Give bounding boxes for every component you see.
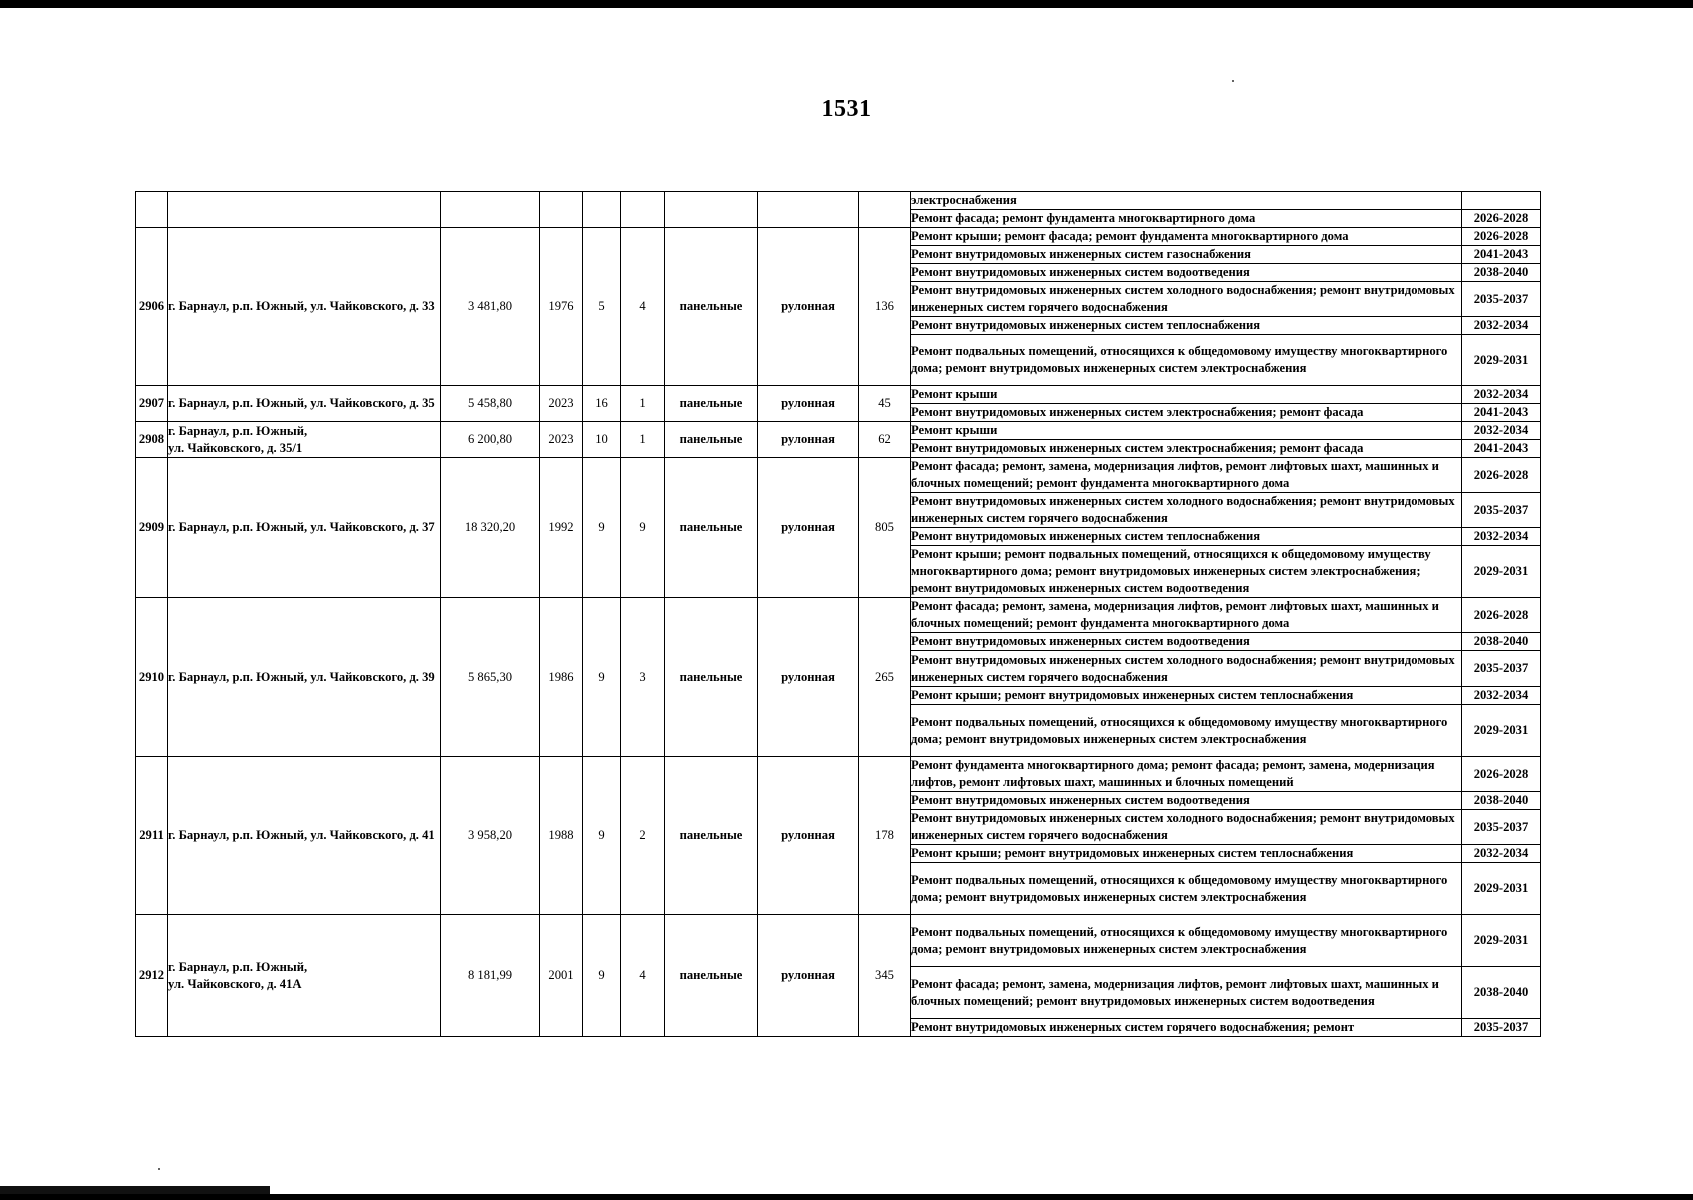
building-entrances: 9 [621, 458, 665, 598]
building-year: 2023 [540, 386, 583, 422]
address-cell [168, 192, 441, 228]
building-walls: панельные [665, 598, 758, 757]
work-description: Ремонт внутридомовых инженерных систем теплоснабжения [911, 317, 1462, 335]
building-number: 2907 [136, 386, 168, 422]
table-row [136, 422, 1541, 440]
work-description: Ремонт внутридомовых инженерных систем холодного водоснабжения; ремонт внутридомовых инженерных систем горячего водоснабжения [911, 651, 1462, 687]
building-number: 2906 [136, 228, 168, 386]
building-area: 8 181,99 [441, 915, 540, 1037]
work-period: 2026-2028 [1462, 228, 1541, 246]
work-period: 2035-2037 [1462, 810, 1541, 845]
entrances-cell [621, 192, 665, 228]
building-floors: 9 [583, 458, 621, 598]
building-address [168, 422, 441, 458]
repair-schedule-table [135, 191, 1541, 1037]
building-apartments: 265 [859, 598, 911, 757]
building-number: 2912 [136, 915, 168, 1037]
work-period: 2035-2037 [1462, 1019, 1541, 1037]
work-description: Ремонт крыши; ремонт внутридомовых инженерных систем теплоснабжения [911, 845, 1462, 863]
work-description: Ремонт подвальных помещений, относящихся к общедомовому имуществу многоквартирного дома; ремонт внутридомовых инженерных систем электроснабжения [911, 915, 1462, 967]
work-description: Ремонт фасада; ремонт, замена, модернизация лифтов, ремонт лифтовых шахт, машинных и блочных помещений; ремонт фундамента многоквартирного дома [911, 458, 1462, 493]
building-floors: 16 [583, 386, 621, 422]
work-period: 2029-2031 [1462, 863, 1541, 915]
address-line: г. Барнаул, р.п. Южный, [168, 423, 308, 438]
building-roof: рулонная [758, 458, 859, 598]
work-description: электроснабжения [911, 192, 1462, 210]
building-roof: рулонная [758, 422, 859, 458]
scan-speck [158, 1168, 160, 1170]
page-number: 1531 [821, 96, 872, 122]
scan-speck [1232, 80, 1234, 82]
building-floors: 5 [583, 228, 621, 386]
floors-cell [583, 192, 621, 228]
building-address: г. Барнаул, р.п. Южный, ул. Чайковского, д. 37 [168, 458, 441, 598]
building-entrances: 1 [621, 422, 665, 458]
address-line: г. Барнаул, р.п. Южный, [168, 959, 308, 974]
work-period: 2035-2037 [1462, 493, 1541, 528]
work-description: Ремонт фасада; ремонт, замена, модернизация лифтов, ремонт лифтовых шахт, машинных и блочных помещений; ремонт внутридомовых инженерных систем водоотведения [911, 967, 1462, 1019]
address-line: ул. Чайковского, д. 41А [168, 976, 302, 991]
num-cell [136, 192, 168, 228]
scan-edge-bottom-left [0, 1186, 270, 1194]
work-period: 2029-2031 [1462, 546, 1541, 598]
work-period [1462, 192, 1541, 210]
building-roof: рулонная [758, 757, 859, 915]
building-apartments: 45 [859, 386, 911, 422]
year-cell [540, 192, 583, 228]
building-number: 2911 [136, 757, 168, 915]
building-walls: панельные [665, 757, 758, 915]
building-year: 1992 [540, 458, 583, 598]
work-description: Ремонт внутридомовых инженерных систем холодного водоснабжения; ремонт внутридомовых инженерных систем горячего водоснабжения [911, 493, 1462, 528]
table-row [136, 192, 1541, 210]
work-description: Ремонт крыши; ремонт фасада; ремонт фундамента многоквартирного дома [911, 228, 1462, 246]
building-year: 1988 [540, 757, 583, 915]
table-row [136, 458, 1541, 493]
table-row [136, 228, 1541, 246]
building-apartments: 136 [859, 228, 911, 386]
work-period: 2029-2031 [1462, 915, 1541, 967]
work-description: Ремонт фасада; ремонт фундамента многоквартирного дома [911, 210, 1462, 228]
work-description: Ремонт внутридомовых инженерных систем водоотведения [911, 633, 1462, 651]
work-period: 2032-2034 [1462, 528, 1541, 546]
work-period: 2038-2040 [1462, 633, 1541, 651]
work-description: Ремонт внутридомовых инженерных систем теплоснабжения [911, 528, 1462, 546]
work-description: Ремонт внутридомовых инженерных систем газоснабжения [911, 246, 1462, 264]
work-description: Ремонт внутридомовых инженерных систем водоотведения [911, 264, 1462, 282]
building-walls: панельные [665, 386, 758, 422]
work-description: Ремонт внутридомовых инженерных систем водоотведения [911, 792, 1462, 810]
building-entrances: 4 [621, 228, 665, 386]
table-row [136, 757, 1541, 792]
building-roof: рулонная [758, 915, 859, 1037]
building-year: 1976 [540, 228, 583, 386]
work-period: 2041-2043 [1462, 440, 1541, 458]
work-period: 2032-2034 [1462, 386, 1541, 404]
work-period: 2029-2031 [1462, 705, 1541, 757]
work-period: 2041-2043 [1462, 404, 1541, 422]
building-number: 2908 [136, 422, 168, 458]
building-area: 6 200,80 [441, 422, 540, 458]
building-area: 3 958,20 [441, 757, 540, 915]
roof-cell [758, 192, 859, 228]
building-apartments: 178 [859, 757, 911, 915]
building-entrances: 4 [621, 915, 665, 1037]
work-period: 2032-2034 [1462, 845, 1541, 863]
building-year: 1986 [540, 598, 583, 757]
work-description: Ремонт крыши; ремонт подвальных помещений, относящихся к общедомовому имуществу многоквартирного дома; ремонт внутридомовых инженерных систем электроснабжения; ремонт внутридомовых инженерных систем водоотведения [911, 546, 1462, 598]
building-roof: рулонная [758, 228, 859, 386]
work-period: 2026-2028 [1462, 458, 1541, 493]
building-floors: 9 [583, 915, 621, 1037]
building-area: 5 458,80 [441, 386, 540, 422]
scan-edge-top [0, 0, 1693, 8]
building-entrances: 2 [621, 757, 665, 915]
work-description: Ремонт фасада; ремонт, замена, модернизация лифтов, ремонт лифтовых шахт, машинных и блочных помещений; ремонт фундамента многоквартирного дома [911, 598, 1462, 633]
table-row [136, 386, 1541, 404]
work-description: Ремонт подвальных помещений, относящихся к общедомовому имуществу многоквартирного дома; ремонт внутридомовых инженерных систем электроснабжения [911, 335, 1462, 386]
work-description: Ремонт внутридомовых инженерных систем холодного водоснабжения; ремонт внутридомовых инженерных систем горячего водоснабжения [911, 282, 1462, 317]
walls-cell [665, 192, 758, 228]
work-period: 2038-2040 [1462, 792, 1541, 810]
building-apartments: 805 [859, 458, 911, 598]
building-walls: панельные [665, 915, 758, 1037]
building-year: 2023 [540, 422, 583, 458]
work-period: 2029-2031 [1462, 335, 1541, 386]
building-number: 2909 [136, 458, 168, 598]
work-period: 2032-2034 [1462, 422, 1541, 440]
work-description: Ремонт внутридомовых инженерных систем горячего водоснабжения; ремонт [911, 1019, 1462, 1037]
work-period: 2038-2040 [1462, 967, 1541, 1019]
building-floors: 9 [583, 598, 621, 757]
work-period: 2035-2037 [1462, 651, 1541, 687]
building-apartments: 62 [859, 422, 911, 458]
work-period: 2035-2037 [1462, 282, 1541, 317]
building-year: 2001 [540, 915, 583, 1037]
work-period: 2041-2043 [1462, 246, 1541, 264]
address-line: ул. Чайковского, д. 35/1 [168, 440, 303, 455]
work-description: Ремонт крыши; ремонт внутридомовых инженерных систем теплоснабжения [911, 687, 1462, 705]
building-apartments: 345 [859, 915, 911, 1037]
work-description: Ремонт внутридомовых инженерных систем холодного водоснабжения; ремонт внутридомовых инженерных систем горячего водоснабжения [911, 810, 1462, 845]
work-description: Ремонт крыши [911, 422, 1462, 440]
building-walls: панельные [665, 228, 758, 386]
work-period: 2032-2034 [1462, 687, 1541, 705]
building-address: г. Барнаул, р.п. Южный, ул. Чайковского, д. 39 [168, 598, 441, 757]
building-walls: панельные [665, 422, 758, 458]
work-description: Ремонт подвальных помещений, относящихся к общедомовому имуществу многоквартирного дома; ремонт внутридомовых инженерных систем электроснабжения [911, 705, 1462, 757]
work-description: Ремонт фундамента многоквартирного дома; ремонт фасада; ремонт, замена, модернизация лифтов, ремонт лифтовых шахт, машинных и блочных помещений [911, 757, 1462, 792]
building-entrances: 3 [621, 598, 665, 757]
work-period: 2032-2034 [1462, 317, 1541, 335]
table-row [136, 598, 1541, 633]
work-period: 2026-2028 [1462, 757, 1541, 792]
building-address: г. Барнаул, р.п. Южный, ул. Чайковского, д. 41 [168, 757, 441, 915]
building-address: г. Барнаул, р.п. Южный, ул. Чайковского, д. 33 [168, 228, 441, 386]
building-area: 18 320,20 [441, 458, 540, 598]
work-description: Ремонт внутридомовых инженерных систем электроснабжения; ремонт фасада [911, 404, 1462, 422]
building-floors: 10 [583, 422, 621, 458]
building-roof: рулонная [758, 598, 859, 757]
building-address [168, 915, 441, 1037]
apartments-cell [859, 192, 911, 228]
building-address: г. Барнаул, р.п. Южный, ул. Чайковского, д. 35 [168, 386, 441, 422]
scan-edge-bottom [0, 1194, 1693, 1200]
work-description: Ремонт подвальных помещений, относящихся к общедомовому имуществу многоквартирного дома; ремонт внутридомовых инженерных систем электроснабжения [911, 863, 1462, 915]
building-area: 3 481,80 [441, 228, 540, 386]
building-floors: 9 [583, 757, 621, 915]
building-walls: панельные [665, 458, 758, 598]
building-entrances: 1 [621, 386, 665, 422]
work-description: Ремонт крыши [911, 386, 1462, 404]
work-period: 2026-2028 [1462, 210, 1541, 228]
area-cell [441, 192, 540, 228]
work-period: 2026-2028 [1462, 598, 1541, 633]
building-number: 2910 [136, 598, 168, 757]
work-description: Ремонт внутридомовых инженерных систем электроснабжения; ремонт фасада [911, 440, 1462, 458]
table-row [136, 915, 1541, 967]
work-period: 2038-2040 [1462, 264, 1541, 282]
building-roof: рулонная [758, 386, 859, 422]
building-area: 5 865,30 [441, 598, 540, 757]
